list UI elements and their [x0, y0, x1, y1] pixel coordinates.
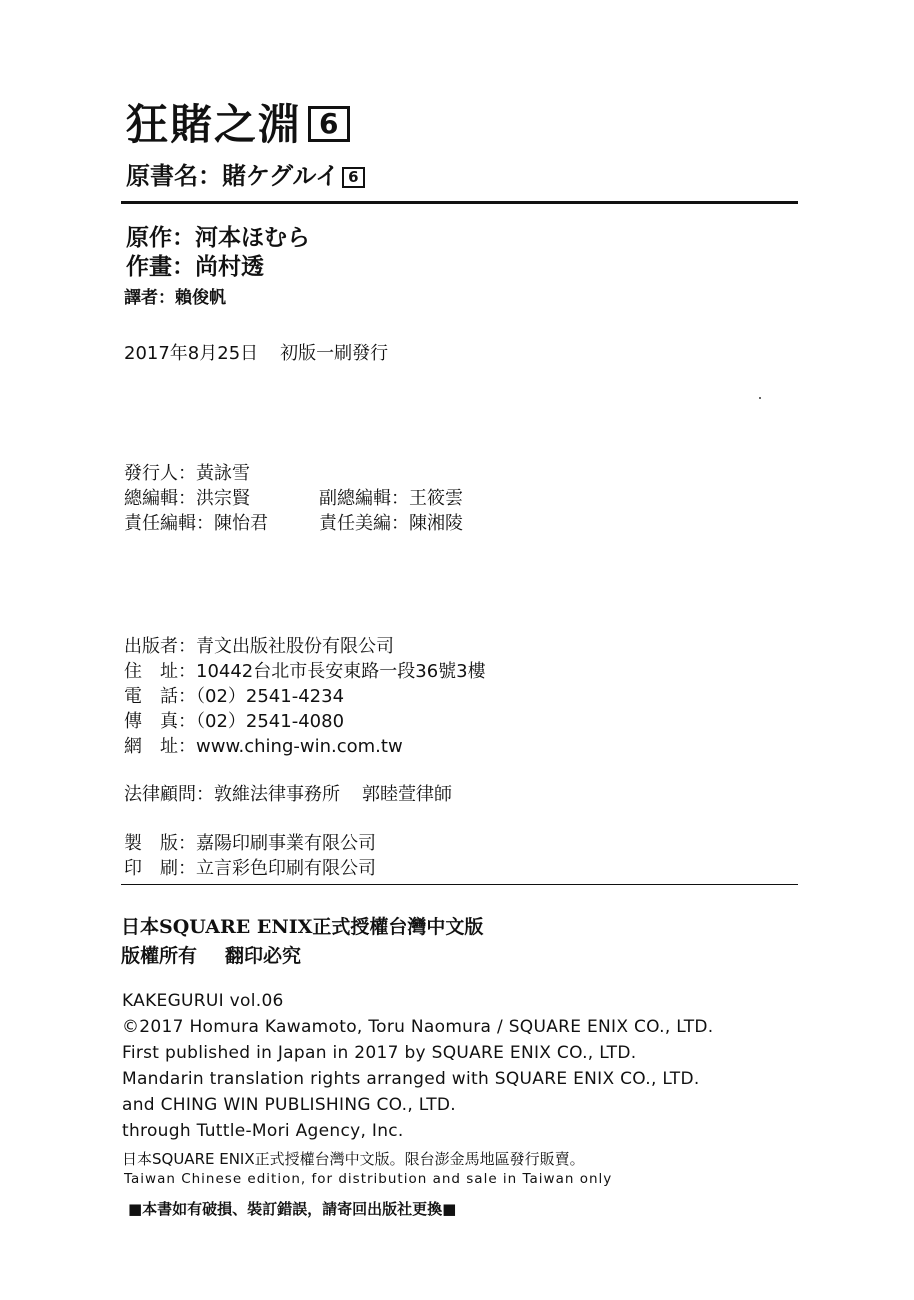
original-volume-badge: 6	[342, 167, 364, 188]
distribution-chinese: 日本SQUARE ENIX正式授權台灣中文版。限台澎金馬地區發行販賣。	[122, 1150, 585, 1168]
original-title	[126, 156, 365, 191]
editor-in-charge: 責任編輯：陳怡君	[124, 513, 268, 534]
plate-making: 製 版：嘉陽印刷事業有限公司	[124, 833, 376, 854]
rights-reserved: 版權所有	[121, 945, 198, 967]
publisher-english: and CHING WIN PUBLISHING CO., LTD.	[122, 1095, 456, 1115]
chief-editor: 總編輯：洪宗賢	[124, 488, 250, 509]
copyright-notice: ©2017 Homura Kawamoto, Toru Naomura / SQUARE ENIX CO., LTD.	[122, 1017, 714, 1037]
license-authorized: 日本SQUARE ENIX正式授權台灣中文版	[121, 916, 484, 938]
edition-line	[124, 339, 388, 365]
fax: 傳 真：（02）2541-4080	[124, 711, 345, 732]
lawyer: 郭睦萱律師	[362, 784, 452, 805]
art-editor-in-charge: 責任美編：陳湘陵	[319, 513, 463, 534]
edition-date: 2017年8月25日	[124, 343, 259, 364]
no-copy: 翻印必究	[225, 945, 302, 967]
deputy-chief-editor: 副總編輯：王筱雲	[319, 488, 463, 509]
agency: through Tuttle-Mori Agency, Inc.	[122, 1121, 404, 1141]
book-title	[126, 92, 350, 152]
translation-rights: Mandarin translation rights arranged with SQUARE ENIX CO., LTD.	[122, 1069, 700, 1089]
original-title-text: 原書名：賭ケグルイ	[126, 162, 340, 190]
book-title-text: 狂賭之淵	[126, 100, 303, 149]
legal-counsel-line	[124, 780, 452, 806]
defect-notice: ■本書如有破損、裝訂錯誤，請寄回出版社更換■	[128, 1200, 457, 1218]
address: 住 址：10442台北市長安東路一段36號3樓	[124, 661, 486, 682]
first-published: First published in Japan in 2017 by SQUARE ENIX CO., LTD.	[122, 1043, 637, 1063]
edition-printing: 初版一刷發行	[280, 343, 389, 364]
scan-speck	[759, 397, 761, 399]
translator: 譯者：賴俊帆	[124, 288, 226, 308]
website: 網 址：www.ching-win.com.tw	[124, 736, 403, 757]
divider-bottom	[121, 884, 798, 885]
volume-badge: 6	[308, 106, 349, 142]
artist: 作畫：尚村透	[126, 254, 264, 280]
distribution-english: Taiwan Chinese edition, for distribution and sale in Taiwan only	[124, 1171, 613, 1187]
original-author: 原作：河本ほむら	[126, 225, 310, 251]
license-rights-line	[121, 941, 301, 968]
publisher: 出版者：青文出版社股份有限公司	[124, 636, 394, 657]
divider-top	[121, 201, 798, 204]
series-name: KAKEGURUI vol.06	[122, 991, 284, 1011]
phone: 電 話：（02）2541-4234	[124, 686, 345, 707]
legal-counsel: 法律顧問：敦維法律事務所	[124, 784, 340, 805]
printing: 印 刷：立言彩色印刷有限公司	[124, 858, 376, 879]
publisher-person: 發行人：黃詠雪	[124, 463, 250, 484]
